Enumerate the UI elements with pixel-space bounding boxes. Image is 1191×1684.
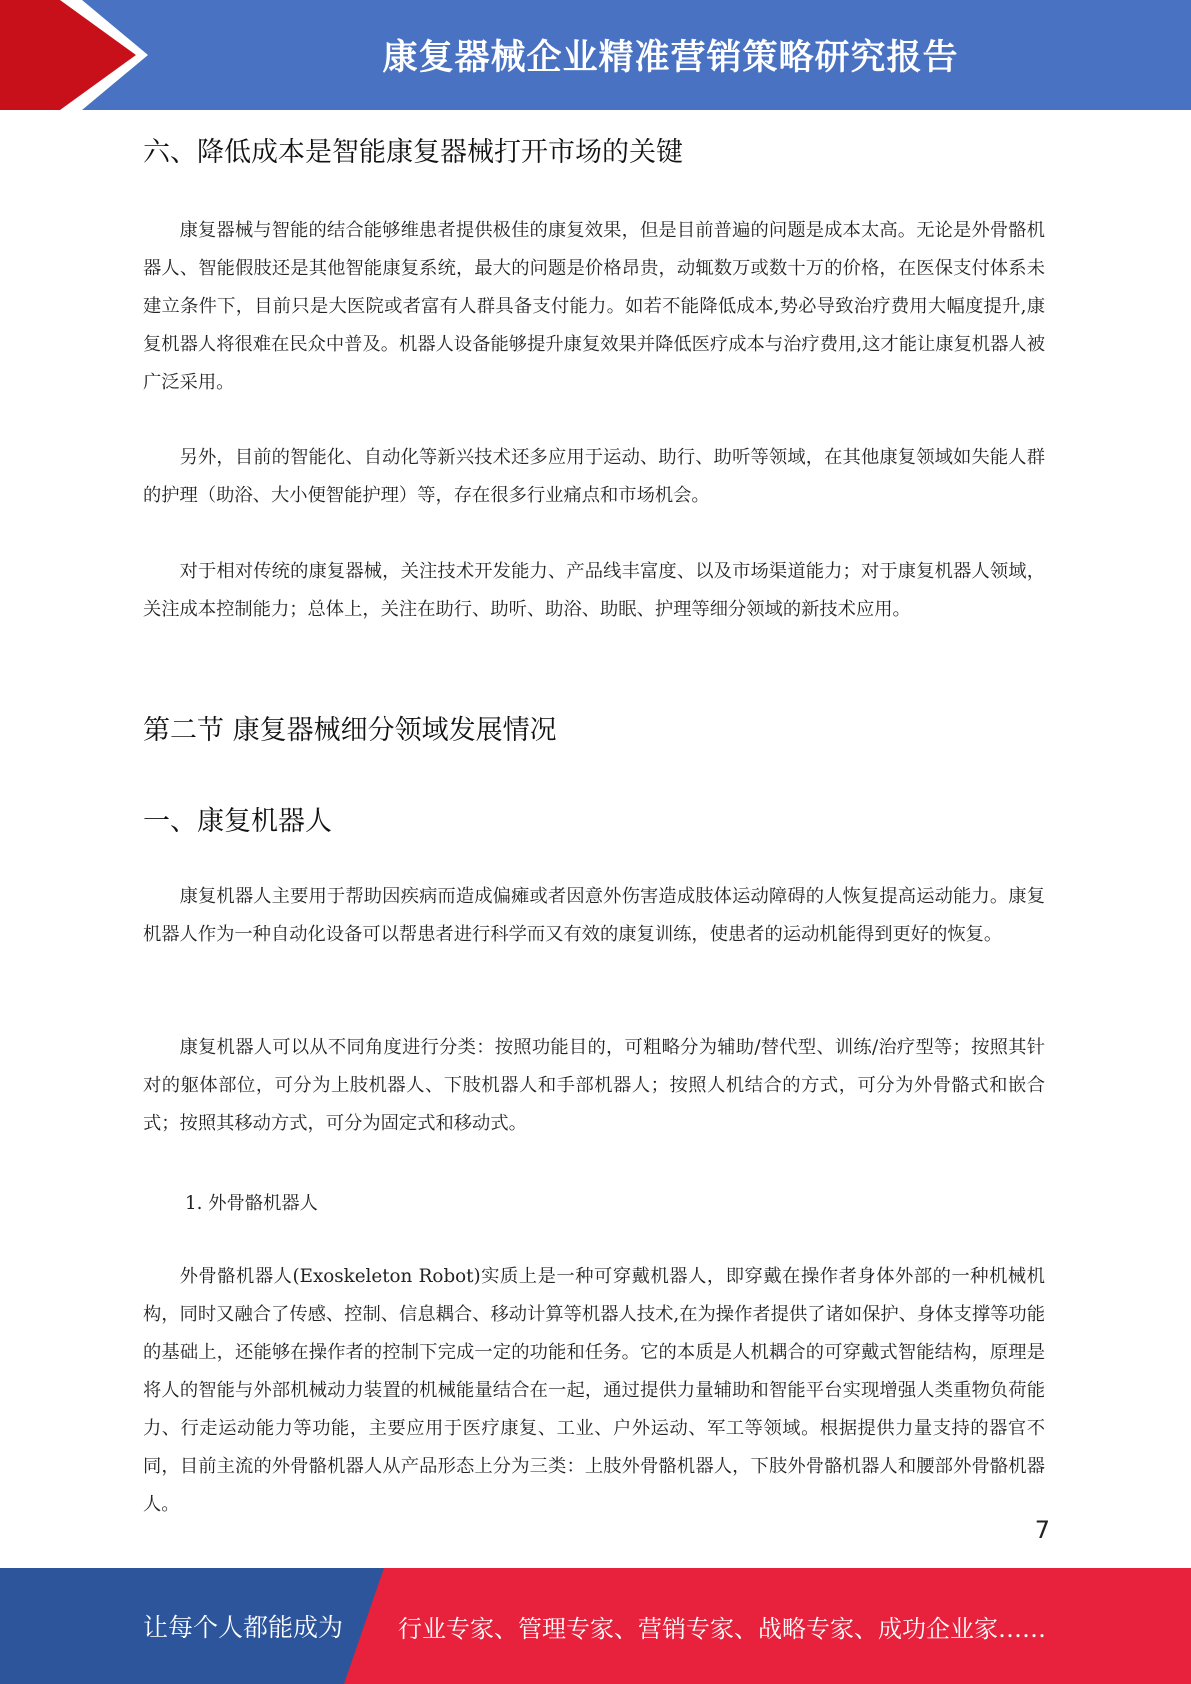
section-heading: 一、康复机器人 — [143, 806, 332, 837]
chapter-section-heading: 第二节 康复器械细分领域发展情况 — [143, 715, 557, 746]
page-number: 7 — [1034, 1516, 1050, 1544]
footer-slogan-right: 行业专家、管理专家、营销专家、战略专家、成功企业家…… — [398, 1614, 1046, 1643]
section-heading: 六、降低成本是智能康复器械打开市场的关键 — [143, 137, 683, 168]
paragraph: 对于相对传统的康复器械，关注技术开发能力、产品线丰富度、以及市场渠道能力；对于康复机器人领域，关注成本控制能力；总体上，关注在助行、助听、助浴、助眠、护理等细分领域的新技术应用。 — [143, 561, 1045, 620]
red-chevron-decoration — [0, 0, 160, 110]
subsection-heading: 1. 外骨骼机器人 — [185, 1193, 318, 1214]
page-footer — [0, 1568, 1191, 1684]
paragraph: 另外，目前的智能化、自动化等新兴技术还多应用于运动、助行、助听等领域，在其他康复领域如失能人群的护理（助浴、大小便智能护理）等，存在很多行业痛点和市场机会。 — [143, 447, 1045, 506]
paragraph: 康复机器人可以从不同角度进行分类：按照功能目的，可粗略分为辅助/替代型、训练/治疗型等；按照其针对的躯体部位，可分为上肢机器人、下肢机器人和手部机器人；按照人机结合的方式，可分为外骨骼式和嵌合式；按照其移动方式，可分为固定式和移动式。 — [143, 1037, 1045, 1134]
paragraph: 康复器械与智能的结合能够维患者提供极佳的康复效果，但是目前普遍的问题是成本太高。无论是外骨骼机器人、智能假肢还是其他智能康复系统，最大的问题是价格昂贵，动辄数万或数十万的价格，在医保支付体系未建立条件下，目前只是大医院或者富有人群具备支付能力。如若不能降低成本,势必导致治疗费用大幅度提升,康复机器人将很难在民众中普及。机器人设备能够提升康复效果并降低医疗成本与治疗费用,这才能让康复机器人被广泛采用。 — [143, 220, 1045, 393]
page-header — [0, 0, 1191, 110]
footer-slogan-left: 让每个人都能成为 — [143, 1613, 344, 1642]
paragraph: 外骨骼机器人(Exoskeleton Robot)实质上是一种可穿戴机器人，即穿戴在操作者身体外部的一种机械机构，同时又融合了传感、控制、信息耦合、移动计算等机器人技术,在为操作者提供了诸如保护、身体支撑等功能的基础上，还能够在操作者的控制下完成一定的功能和任务。它的本质是人机耦合的可穿戴式智能结构，原理是将人的智能与外部机械动力装置的机械能量结合在一起，通过提供力量辅助和智能平台实现增强人类重物负荷能力、行走运动能力等功能，主要应用于医疗康复、工业、户外运动、军工等领域。根据提供力量支持的器官不同，目前主流的外骨骼机器人从产品形态上分为三类：上肢外骨骼机器人，下肢外骨骼机器人和腰部外骨骼机器人。 — [143, 1266, 1045, 1515]
report-title: 康复器械企业精准营销策略研究报告 — [382, 38, 959, 78]
paragraph: 康复机器人主要用于帮助因疾病而造成偏瘫或者因意外伤害造成肢体运动障碍的人恢复提高运动能力。康复机器人作为一种自动化设备可以帮患者进行科学而又有效的康复训练，使患者的运动机能得到更好的恢复。 — [143, 886, 1045, 945]
